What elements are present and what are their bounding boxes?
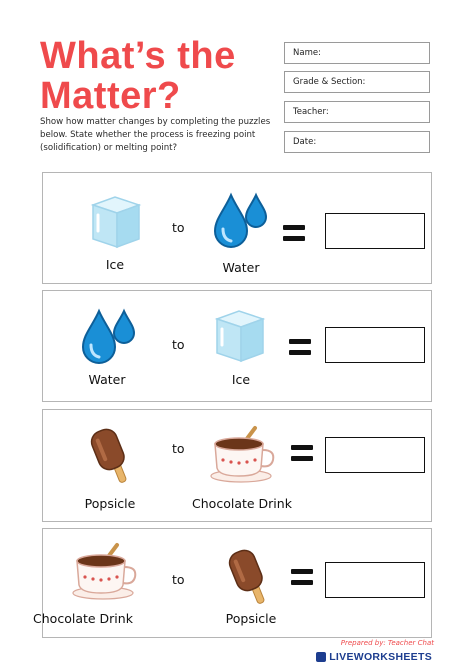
title-line-1: What’s the xyxy=(40,35,236,77)
equals-sign xyxy=(283,225,305,242)
liveworksheets-logo[interactable] xyxy=(316,651,432,663)
answer-box-2[interactable] xyxy=(325,327,425,363)
brand-text: LIVEWORKSHEETS xyxy=(329,651,432,663)
ice-cube-icon xyxy=(83,191,147,253)
to-connector: to xyxy=(172,220,185,235)
name-field[interactable]: Name: xyxy=(284,42,430,64)
puzzle-panel-2 xyxy=(42,290,432,402)
title-line-2: Matter? xyxy=(40,75,181,117)
page-title xyxy=(40,36,280,116)
water-drops-icon xyxy=(209,189,273,253)
instructions-text: Show how matter changes by completing the puzzles below. State whether the process is freezing point (solidification) or melting point? xyxy=(40,117,271,153)
answer-box-3[interactable] xyxy=(325,437,425,473)
to-label: Chocolate Drink xyxy=(192,496,292,511)
to-connector: to xyxy=(172,441,185,456)
prepared-by-text: Prepared by: Teacher Chat xyxy=(340,639,434,647)
from-label: Ice xyxy=(105,257,125,272)
puzzle-panel-1 xyxy=(42,172,432,284)
to-connector: to xyxy=(172,337,185,352)
to-label: Popsicle xyxy=(225,611,277,626)
equals-sign xyxy=(291,569,313,586)
ice-cube-icon xyxy=(207,305,271,367)
hot-chocolate-cup-icon xyxy=(65,541,141,603)
answer-box-4[interactable] xyxy=(325,562,425,598)
teacher-field[interactable]: Teacher: xyxy=(284,101,430,123)
puzzle-panel-3 xyxy=(42,409,432,522)
to-connector: to xyxy=(172,572,185,587)
hot-chocolate-cup-icon xyxy=(203,424,279,486)
to-label: Water xyxy=(222,260,260,275)
popsicle-icon xyxy=(219,547,273,611)
equals-sign xyxy=(289,339,311,356)
from-label: Popsicle xyxy=(84,496,136,511)
popsicle-icon xyxy=(81,426,135,490)
water-drops-icon xyxy=(77,305,141,369)
equals-sign xyxy=(291,445,313,462)
to-label: Ice xyxy=(231,372,251,387)
liveworksheets-logo-icon xyxy=(316,652,326,662)
answer-box-1[interactable] xyxy=(325,213,425,249)
puzzle-panel-4 xyxy=(33,528,432,638)
from-label: Water xyxy=(88,372,126,387)
from-label: Chocolate Drink xyxy=(33,611,133,626)
grade-section-field[interactable]: Grade & Section: xyxy=(284,71,430,93)
date-field[interactable]: Date: xyxy=(284,131,430,153)
